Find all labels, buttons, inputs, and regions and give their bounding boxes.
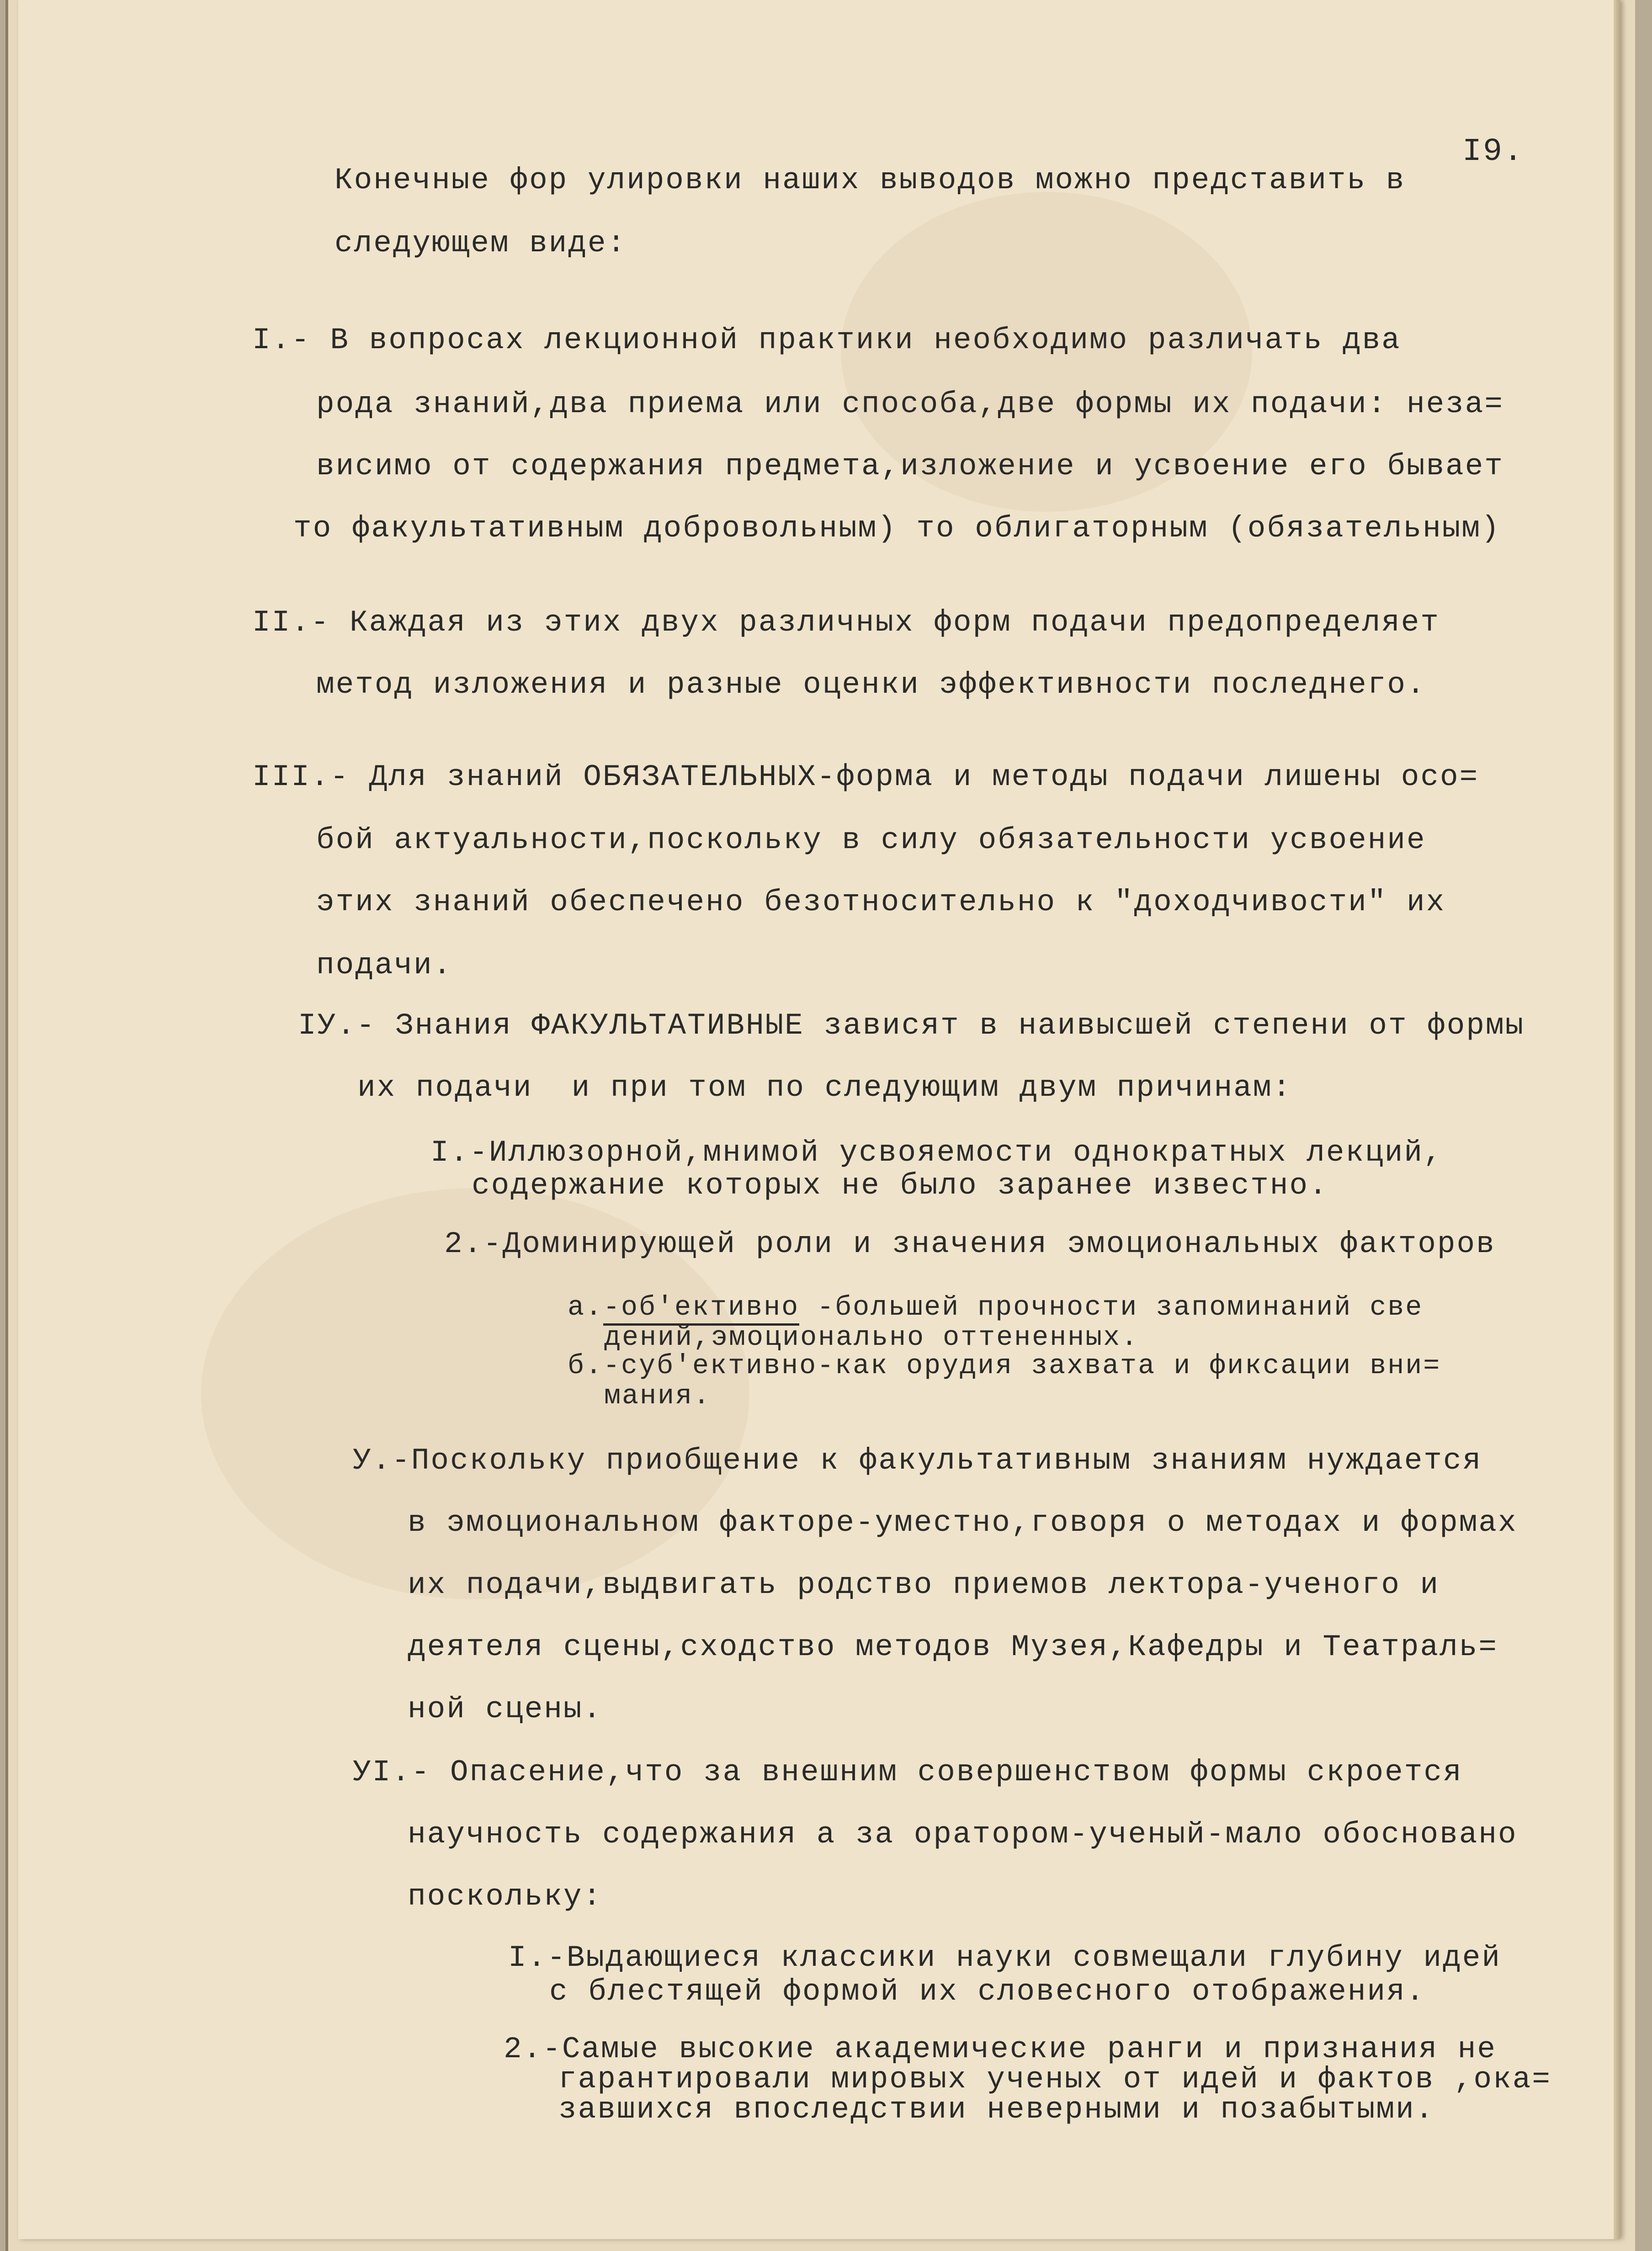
item-a-underlined: -об'ективно bbox=[603, 1292, 799, 1326]
point-6-sub-1-line: I.-Выдающиеся классики науки совмещали глубину идей bbox=[508, 1941, 1501, 1975]
point-4-line: IУ.- Знания ФАКУЛЬТАТИВНЫЕ зависят в наивысшей степени от формы bbox=[298, 1009, 1525, 1043]
point-3-line: бой актуальности,поскольку в силу обязательности усвоение bbox=[316, 823, 1426, 857]
point-6-line: поскольку: bbox=[408, 1879, 603, 1914]
point-3-line: III.- Для знаний ОБЯЗАТЕЛЬНЫХ-форма и методы подачи лишены осо= bbox=[252, 760, 1479, 794]
point-6-sub-2-line: гарантировали мировых ученых от идей и фактов ,ока= bbox=[558, 2062, 1551, 2097]
point-1-line: рода знаний,два приема или способа,две формы их подачи: неза= bbox=[316, 387, 1504, 421]
point-3-line: подачи. bbox=[316, 948, 453, 982]
typewritten-page bbox=[18, 0, 1620, 2239]
point-6-line: УI.- Опасение,что за внешним совершенством формы скроется bbox=[353, 1755, 1463, 1789]
point-1-line: I.- В вопросах лекционной практики необходимо различать два bbox=[252, 323, 1401, 357]
point-6-sub-1-line: с блестящей формой их словесного отображения. bbox=[549, 1975, 1426, 2009]
intro-line: Конечные фор улировки наших выводов можно представить в bbox=[335, 163, 1406, 197]
point-4-sub-2-a-line: дений,эмоционально оттененных. bbox=[604, 1322, 1139, 1354]
point-4-sub-2-b-line: мания. bbox=[604, 1381, 712, 1412]
point-2-line: II.- Каждая из этих двух различных форм подачи предопределяет bbox=[252, 605, 1440, 640]
point-6-sub-2-line: 2.-Самые высокие академические ранги и признания не bbox=[504, 2032, 1497, 2066]
point-5-line: их подачи,выдвигать родство приемов лектора-ученого и bbox=[408, 1568, 1440, 1602]
point-4-sub-2-a-line bbox=[568, 1294, 1423, 1322]
point-5-line: в эмоциональном факторе-уместно,говоря о методах и формах bbox=[408, 1506, 1518, 1540]
page-number: I9. bbox=[1462, 134, 1525, 170]
page-edge bbox=[1614, 0, 1620, 2239]
point-6-sub-2-line: завшихся впоследствии неверными и позабытыми. bbox=[558, 2092, 1435, 2127]
point-4-sub-2-line: 2.-Доминирующей роли и значения эмоциональных факторов bbox=[444, 1227, 1496, 1261]
point-5-line: ной сцены. bbox=[408, 1692, 603, 1726]
point-1-line: то факультативным добровольным) то облигаторным (обязательным) bbox=[293, 511, 1501, 546]
point-5-line: деятеля сцены,сходство методов Музея,Кафедры и Театраль= bbox=[408, 1630, 1498, 1664]
item-a-rest: -большей прочности запоминаний све bbox=[799, 1292, 1424, 1323]
point-5-line: У.-Поскольку приобщение к факультативным знаниям нуждается bbox=[353, 1444, 1482, 1478]
point-6-line: научность содержания а за оратором-ученый-мало обосновано bbox=[408, 1817, 1518, 1852]
point-2-line: метод изложения и разные оценки эффективности последнего. bbox=[316, 668, 1426, 702]
point-4-sub-2-b-line: б.-суб'ективно-как орудия захвата и фиксации вни= bbox=[568, 1351, 1441, 1382]
point-3-line: этих знаний обеспечено безотносительно к "доходчивости" их bbox=[316, 885, 1446, 919]
point-4-sub-1-line: содержание которых не было заранее известно. bbox=[472, 1168, 1328, 1203]
point-4-line: их подачи и при том по следующим двум причинам: bbox=[357, 1071, 1292, 1105]
point-4-sub-1-line: I.-Иллюзорной,мнимой усвояемости однократных лекций, bbox=[430, 1136, 1443, 1170]
intro-line: следующем виде: bbox=[335, 226, 627, 260]
point-1-line: висимо от содержания предмета,изложение и усвоение его бывает bbox=[316, 449, 1504, 483]
item-a-prefix: а. bbox=[568, 1292, 604, 1323]
